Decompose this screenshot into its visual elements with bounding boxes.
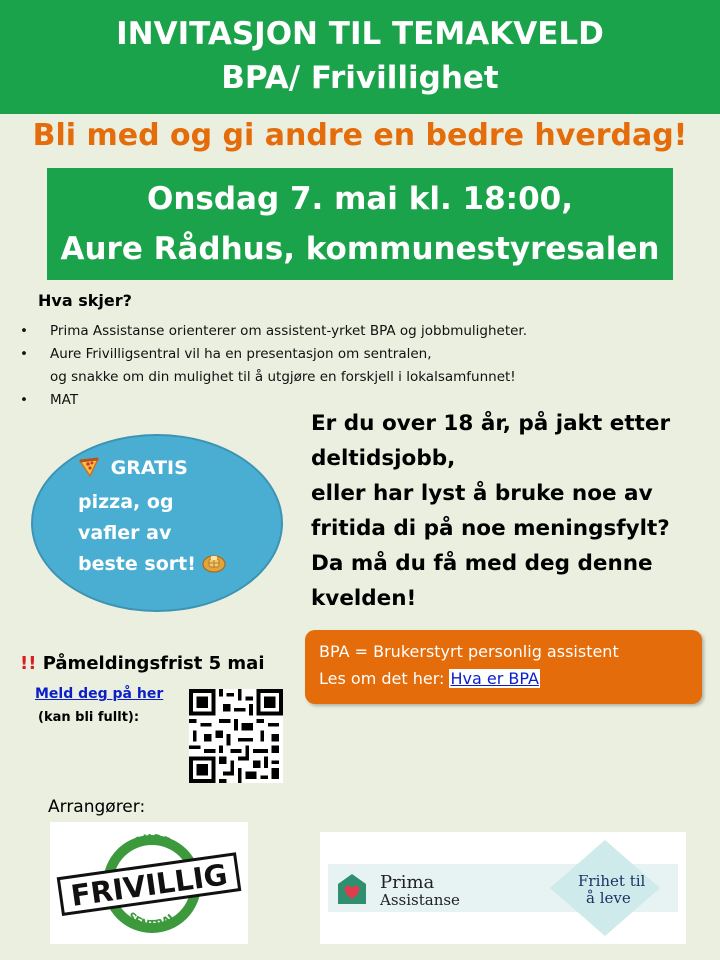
bpa-info-box — [305, 630, 702, 704]
tagline: Bli med og gi andre en bedre hverdag! — [32, 118, 688, 153]
exclamation-icon: !! — [20, 653, 37, 674]
program-list — [20, 320, 527, 412]
signup-note: (kan bli fullt): — [38, 710, 140, 725]
question-line: kvelden! — [311, 586, 417, 611]
signup-deadline — [20, 653, 265, 674]
header-subtitle: BPA/ Frivillighet — [221, 60, 499, 96]
question-line: deltidsjobb, — [311, 446, 456, 471]
frivillig-logo-text: FRIVILLIG — [68, 857, 230, 913]
food-line: beste sort! — [78, 553, 196, 575]
question-line: Da må du få med deg denne — [311, 551, 653, 576]
organizers-label: Arrangører: — [48, 797, 146, 817]
bpa-read-more: Les om det her: — [319, 669, 450, 688]
food-text — [78, 453, 226, 583]
list-item: • Aure Frivilligsentral vil ha en presentasjon om sentralen, — [20, 343, 527, 366]
event-box — [47, 168, 673, 280]
prima-name: Prima — [380, 872, 435, 893]
event-place: Aure Rådhus, kommunestyresalen — [60, 231, 660, 267]
prima-sub: Assistanse — [380, 891, 460, 909]
food-line: vafler av — [78, 522, 172, 544]
food-line: pizza, og — [78, 491, 174, 513]
event-date: Onsdag 7. mai kl. 18:00, — [146, 181, 573, 217]
waffle-icon — [202, 552, 226, 583]
frivillig-logo-bottom: SENTRAL — [124, 909, 180, 932]
frivillig-logo-top: AURE — [132, 831, 172, 849]
pizza-icon — [78, 456, 104, 487]
program-heading: Hva skjer? — [38, 291, 132, 310]
prima-slogan: Frihet til — [578, 872, 646, 890]
question-line: Er du over 18 år, på jakt etter — [311, 411, 671, 436]
heart-house-icon — [338, 874, 366, 904]
qr-code-icon[interactable] — [189, 689, 283, 783]
question-line: fritida di på noe meningsfylt? — [311, 516, 670, 541]
prima-logo — [320, 832, 686, 944]
bpa-definition: BPA = Brukerstyrt personlig assistent — [319, 642, 619, 661]
header-banner — [0, 0, 720, 114]
frivillig-logo — [50, 822, 248, 944]
prima-slogan: å leve — [586, 889, 631, 907]
list-item-continuation: og snakke om din mulighet til å utgjøre en forskjell i lokalsamfunnet! — [50, 369, 516, 385]
svg-text:AURE — [132, 832, 172, 849]
question-text — [311, 406, 711, 616]
food-line: GRATIS — [110, 457, 188, 479]
signup-link[interactable]: Meld deg på her — [35, 686, 164, 702]
list-item: • MAT — [20, 389, 527, 412]
header-title: INVITASJON TIL TEMAKVELD — [116, 16, 604, 52]
list-item: • Prima Assistanse orienterer om assistent-yrket BPA og jobbmuligheter. — [20, 320, 527, 343]
question-line: eller har lyst å bruke noe av — [311, 481, 653, 506]
bpa-link[interactable]: Hva er BPA — [450, 669, 539, 688]
deadline-text: Påmeldingsfrist 5 mai — [42, 653, 265, 674]
